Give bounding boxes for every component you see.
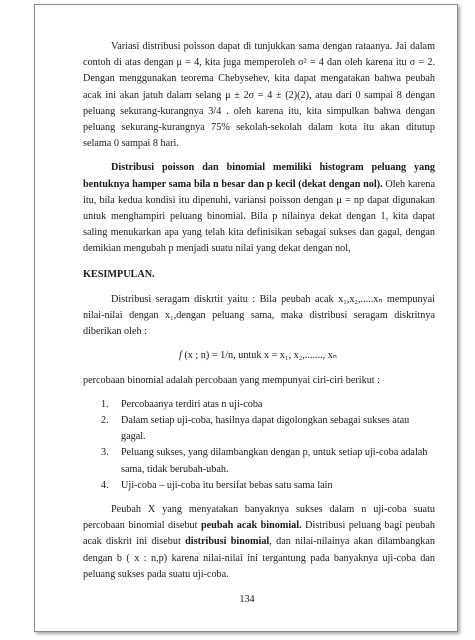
list-item	[83, 397, 435, 413]
term-binomial-random-variable: peubah acak binomial.	[200, 520, 302, 532]
list-item-number: 2.	[101, 415, 109, 427]
list-item-text: Percobaanya terdiri atas n uji-coba	[121, 398, 263, 410]
binomial-characteristics-list	[83, 397, 435, 494]
paragraph-poisson-binomial	[83, 160, 435, 257]
list-item-text: Peluang sukses, yang dilambangkan dengan p, untuk setiap uji-coba adalah sama, tidak berubah-ubah.	[121, 447, 428, 475]
paragraph-binomial-part-c: Distribusi peluang bagi peubah acak diskrit ini disebut	[83, 520, 435, 548]
list-item-number: 4.	[101, 479, 109, 491]
list-item-text: Uji-coba – uji-coba itu bersifat bebas satu sama lain	[121, 479, 333, 491]
paragraph-poisson-binomial-rest: Oleh karena itu, bila kedua kondisi itu dipenuhi, variansi poisson dengan μ = np dapat digunakan untuk menghampiri peluang binomial. Bila p nilainya dekat dengan 1, kita dapat saling menukarkan apa yang telah kita definisikan sebagai sukses dan gagal, dengan demikian mengubah p menjadi suatu nilai yang dekat dengan nol,	[83, 178, 435, 255]
formula-text: (x ; n) = 1/n, untuk x = x₁, x₂,......., xₙ	[181, 350, 337, 362]
paragraph-uniform-distribution: Distribusi seragam diskrtit yaitu : Bila peubah acak x₁,x₂,.....xₙ mempunyai nilai-nilai dengan x₁,dengan peluang sama, maka distribusi seragam diskritnya diberikan oleh :	[83, 293, 435, 338]
list-item	[83, 413, 435, 445]
page-content	[83, 39, 435, 583]
paragraph-poisson-binomial-bold: Distribusi poisson dan binomial memiliki histogram peluang yang bentuknya hamper sama bila n besar dan p kecil (dekat dengan nol).	[83, 162, 435, 190]
list-item	[83, 478, 435, 494]
list-item-number: 1.	[101, 398, 109, 410]
term-binomial-distribution: distribusi binomial	[185, 536, 270, 548]
paragraph-binomial-part-a: Peubah X yang menyatakan banyaknya sukses dalam n uji-coba suatu percobaan binomial disebut	[83, 504, 435, 532]
paragraph-binomial-random-variable	[83, 502, 435, 583]
formula-function-symbol: f	[179, 350, 182, 362]
section-heading-kesimpulan: KESIMPULAN.	[83, 268, 155, 280]
document-page	[34, 4, 458, 632]
formula-uniform	[83, 348, 435, 364]
paragraph-variance-poisson: Variasi distribusi poisson dapat di tunjukkan sama dengan rataanya. Jai dalam contoh di atas dengan μ = 4, kita juga memperoleh σ² = 4 dan oleh karena itu σ = 2. Dengan menggunakan teorema Chebysehev, kita dapat mengatakan bahwa peubah acak ini akan jatuh dalam selang μ ± 2σ = 4 ± (2)(2), atau dari 0 sampai 8 dengan peluang sekurang-kurangnya 3/4 . oleh karena itu, kita simpulkan bahwa dengan peluang sekurang-kurangnya 75% sekolah-sekolah dalam kota itu akan ditutup selama 0 sampai 8 hari.	[83, 41, 435, 150]
list-item-text: Dalam setiap uji-coba, hasilnya dapat digolongkan sebagai sukses atau gagal.	[121, 415, 410, 443]
list-item-number: 3.	[101, 447, 109, 459]
list-item	[83, 445, 435, 477]
paragraph-binomial-intro: percobaan binomial adalah percobaan yang mempunyai ciri-ciri berikut :	[83, 374, 381, 386]
paragraph-binomial-part-e: , dan nilai-nilainya akan dilambangkan dengan b ( x : n,p) karena nilai-nilai ini tergantung pada banyaknya uji-coba dan peluang sukses pada suatu uji-coba.	[83, 536, 435, 580]
page-number: 134	[239, 594, 255, 605]
